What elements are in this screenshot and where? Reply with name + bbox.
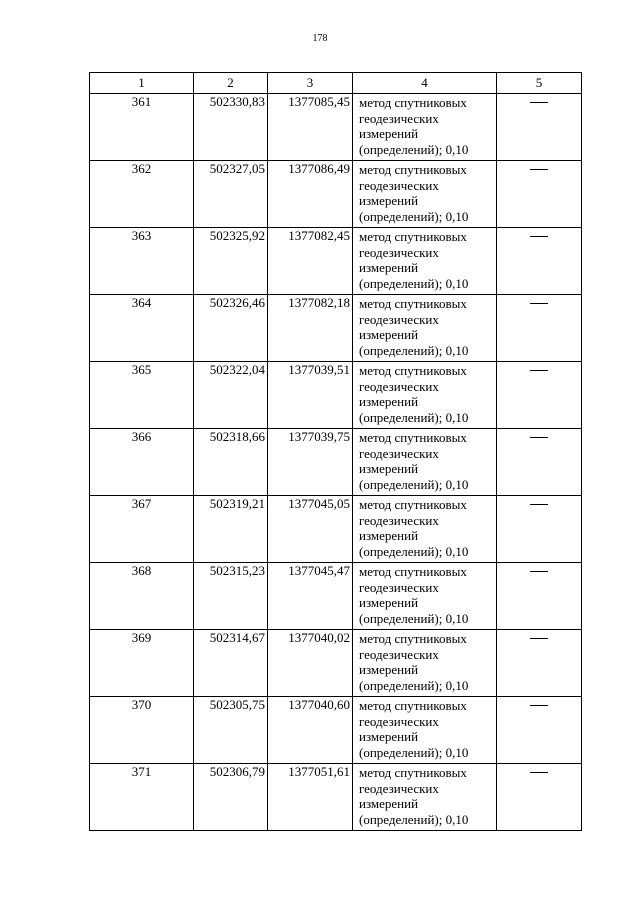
dash-mark bbox=[530, 303, 548, 305]
method-cell: метод спутниковых геодезических измерений (определений); 0,10 bbox=[353, 496, 497, 563]
point-number-cell: 367 bbox=[90, 496, 194, 563]
method-cell: метод спутниковых геодезических измерений (определений); 0,10 bbox=[353, 295, 497, 362]
point-number-cell: 362 bbox=[90, 161, 194, 228]
x-coordinate-cell: 502306,79 bbox=[194, 764, 268, 831]
dash-mark bbox=[530, 370, 548, 372]
table-row bbox=[90, 697, 582, 764]
point-number-cell: 371 bbox=[90, 764, 194, 831]
point-number-cell: 370 bbox=[90, 697, 194, 764]
column-header: 3 bbox=[268, 73, 353, 94]
dash-mark bbox=[530, 236, 548, 238]
dash-mark bbox=[530, 102, 548, 104]
method-cell: метод спутниковых геодезических измерений (определений); 0,10 bbox=[353, 429, 497, 496]
note-cell bbox=[497, 228, 582, 295]
method-cell: метод спутниковых геодезических измерений (определений); 0,10 bbox=[353, 630, 497, 697]
note-cell bbox=[497, 429, 582, 496]
point-number-cell: 366 bbox=[90, 429, 194, 496]
page-number: 178 bbox=[312, 33, 328, 44]
x-coordinate-cell: 502330,83 bbox=[194, 94, 268, 161]
y-coordinate-cell: 1377040,02 bbox=[268, 630, 353, 697]
dash-mark bbox=[530, 705, 548, 707]
point-number-cell: 368 bbox=[90, 563, 194, 630]
table-row bbox=[90, 295, 582, 362]
y-coordinate-cell: 1377039,51 bbox=[268, 362, 353, 429]
x-coordinate-cell: 502319,21 bbox=[194, 496, 268, 563]
y-coordinate-cell: 1377039,75 bbox=[268, 429, 353, 496]
dash-mark bbox=[530, 437, 548, 439]
table-row bbox=[90, 362, 582, 429]
x-coordinate-cell: 502325,92 bbox=[194, 228, 268, 295]
note-cell bbox=[497, 496, 582, 563]
dash-mark bbox=[530, 638, 548, 640]
dash-mark bbox=[530, 504, 548, 506]
method-cell: метод спутниковых геодезических измерений (определений); 0,10 bbox=[353, 764, 497, 831]
table-row bbox=[90, 630, 582, 697]
x-coordinate-cell: 502315,23 bbox=[194, 563, 268, 630]
column-header: 1 bbox=[90, 73, 194, 94]
y-coordinate-cell: 1377085,45 bbox=[268, 94, 353, 161]
table-row bbox=[90, 563, 582, 630]
method-cell: метод спутниковых геодезических измерений (определений); 0,10 bbox=[353, 563, 497, 630]
dash-mark bbox=[530, 772, 548, 774]
note-cell bbox=[497, 630, 582, 697]
y-coordinate-cell: 1377045,47 bbox=[268, 563, 353, 630]
y-coordinate-cell: 1377040,60 bbox=[268, 697, 353, 764]
point-number-cell: 364 bbox=[90, 295, 194, 362]
dash-mark bbox=[530, 169, 548, 171]
x-coordinate-cell: 502305,75 bbox=[194, 697, 268, 764]
coordinates-table bbox=[89, 72, 582, 831]
x-coordinate-cell: 502322,04 bbox=[194, 362, 268, 429]
x-coordinate-cell: 502318,66 bbox=[194, 429, 268, 496]
note-cell bbox=[497, 764, 582, 831]
column-header: 2 bbox=[194, 73, 268, 94]
table-row bbox=[90, 496, 582, 563]
note-cell bbox=[497, 563, 582, 630]
table-row bbox=[90, 764, 582, 831]
note-cell bbox=[497, 362, 582, 429]
y-coordinate-cell: 1377082,45 bbox=[268, 228, 353, 295]
y-coordinate-cell: 1377045,05 bbox=[268, 496, 353, 563]
method-cell: метод спутниковых геодезических измерений (определений); 0,10 bbox=[353, 697, 497, 764]
y-coordinate-cell: 1377086,49 bbox=[268, 161, 353, 228]
y-coordinate-cell: 1377051,61 bbox=[268, 764, 353, 831]
note-cell bbox=[497, 161, 582, 228]
note-cell bbox=[497, 295, 582, 362]
dash-mark bbox=[530, 571, 548, 573]
y-coordinate-cell: 1377082,18 bbox=[268, 295, 353, 362]
table-body bbox=[90, 94, 582, 831]
note-cell bbox=[497, 697, 582, 764]
table-row bbox=[90, 429, 582, 496]
x-coordinate-cell: 502326,46 bbox=[194, 295, 268, 362]
point-number-cell: 369 bbox=[90, 630, 194, 697]
table-header-row bbox=[90, 73, 582, 94]
point-number-cell: 363 bbox=[90, 228, 194, 295]
x-coordinate-cell: 502314,67 bbox=[194, 630, 268, 697]
column-header: 4 bbox=[353, 73, 497, 94]
point-number-cell: 361 bbox=[90, 94, 194, 161]
method-cell: метод спутниковых геодезических измерений (определений); 0,10 bbox=[353, 94, 497, 161]
method-cell: метод спутниковых геодезических измерений (определений); 0,10 bbox=[353, 362, 497, 429]
table-row bbox=[90, 161, 582, 228]
column-header: 5 bbox=[497, 73, 582, 94]
table-row bbox=[90, 94, 582, 161]
point-number-cell: 365 bbox=[90, 362, 194, 429]
note-cell bbox=[497, 94, 582, 161]
method-cell: метод спутниковых геодезических измерений (определений); 0,10 bbox=[353, 228, 497, 295]
table-row bbox=[90, 228, 582, 295]
x-coordinate-cell: 502327,05 bbox=[194, 161, 268, 228]
method-cell: метод спутниковых геодезических измерений (определений); 0,10 bbox=[353, 161, 497, 228]
